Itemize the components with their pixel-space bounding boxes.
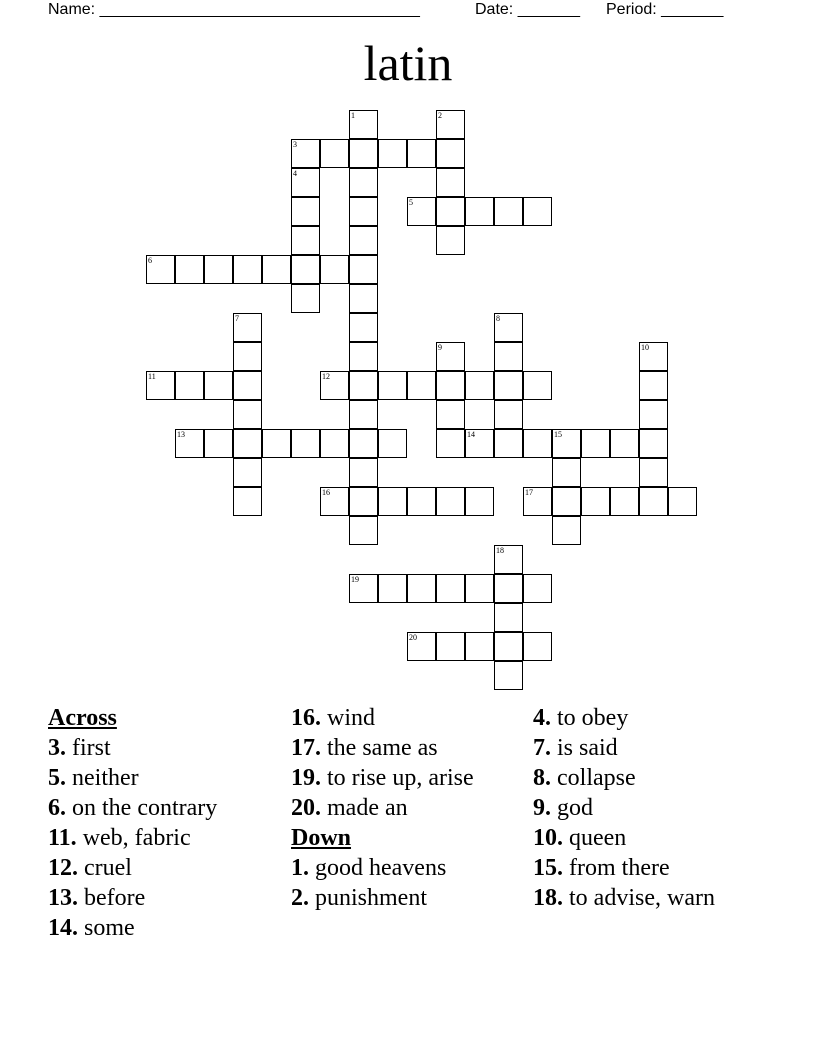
cell-number: 1	[351, 111, 355, 120]
across-clue	[48, 853, 283, 883]
grid-cell[interactable]	[349, 168, 378, 197]
grid-cell[interactable]	[233, 255, 262, 284]
grid-cell[interactable]	[581, 429, 610, 458]
grid-cell[interactable]	[436, 487, 465, 516]
clue-number: 20.	[291, 795, 321, 821]
grid-cell[interactable]	[639, 458, 668, 487]
date-field-label: Date: _______	[475, 1, 580, 18]
period-field-label: Period: _______	[606, 1, 724, 18]
clue-text: cruel	[84, 855, 132, 881]
clue-text: punishment	[315, 885, 427, 911]
clue-text: neither	[72, 765, 139, 791]
grid-cell[interactable]	[465, 574, 494, 603]
grid-cell[interactable]	[146, 371, 175, 400]
cell-number: 19	[351, 575, 359, 584]
grid-cell[interactable]	[349, 429, 378, 458]
grid-cell[interactable]	[436, 429, 465, 458]
grid-cell[interactable]	[436, 371, 465, 400]
grid-cell[interactable]	[320, 139, 349, 168]
cell-number: 4	[293, 169, 297, 178]
grid-cell[interactable]	[291, 429, 320, 458]
grid-cell[interactable]	[494, 603, 523, 632]
grid-cell[interactable]	[320, 255, 349, 284]
down-clue	[533, 733, 773, 763]
grid-cell[interactable]	[494, 661, 523, 690]
grid-cell[interactable]	[494, 545, 523, 574]
across-clue	[48, 793, 283, 823]
grid-cell[interactable]	[639, 371, 668, 400]
grid-cell[interactable]	[494, 313, 523, 342]
across-clue	[48, 883, 283, 913]
grid-cell[interactable]	[175, 371, 204, 400]
clue-number: 3.	[48, 735, 66, 761]
across-clue	[291, 763, 526, 793]
clue-text: queen	[569, 825, 627, 851]
grid-cell[interactable]	[407, 574, 436, 603]
grid-cell[interactable]	[581, 487, 610, 516]
grid-cell[interactable]	[233, 371, 262, 400]
grid-cell[interactable]	[436, 197, 465, 226]
clue-text: on the contrary	[72, 795, 218, 821]
clue-number: 16.	[291, 705, 321, 731]
cell-number: 5	[409, 198, 413, 207]
clue-number: 11.	[48, 825, 77, 851]
down-clue	[291, 883, 526, 913]
across-clue	[48, 823, 283, 853]
grid-cell[interactable]	[494, 197, 523, 226]
down-clue	[533, 793, 773, 823]
grid-cell[interactable]	[523, 574, 552, 603]
cell-number: 20	[409, 633, 417, 642]
down-heading: Down	[291, 825, 352, 851]
clue-number: 12.	[48, 855, 78, 881]
clue-number: 18.	[533, 885, 563, 911]
clue-number: 1.	[291, 855, 309, 881]
cell-number: 3	[293, 140, 297, 149]
grid-cell[interactable]	[465, 429, 494, 458]
grid-cell[interactable]	[407, 197, 436, 226]
clue-number: 19.	[291, 765, 321, 791]
cell-number: 18	[496, 546, 504, 555]
across-clue	[48, 913, 283, 943]
grid-cell[interactable]	[523, 197, 552, 226]
grid-cell[interactable]	[465, 632, 494, 661]
grid-cell[interactable]	[233, 458, 262, 487]
grid-cell[interactable]	[146, 255, 175, 284]
grid-cell[interactable]	[639, 342, 668, 371]
grid-cell[interactable]	[436, 226, 465, 255]
grid-cell[interactable]	[349, 284, 378, 313]
clue-number: 17.	[291, 735, 321, 761]
grid-cell[interactable]	[523, 371, 552, 400]
grid-cell[interactable]	[320, 371, 349, 400]
grid-cell[interactable]	[523, 429, 552, 458]
clue-text: is said	[557, 735, 618, 761]
grid-cell[interactable]	[233, 429, 262, 458]
grid-cell[interactable]	[349, 342, 378, 371]
clue-text: good heavens	[315, 855, 447, 881]
down-clue	[533, 883, 773, 913]
clue-text: to obey	[557, 705, 629, 731]
cell-number: 2	[438, 111, 442, 120]
clue-number: 8.	[533, 765, 551, 791]
clue-number: 2.	[291, 885, 309, 911]
grid-cell[interactable]	[349, 139, 378, 168]
grid-cell[interactable]	[465, 487, 494, 516]
grid-cell[interactable]	[494, 342, 523, 371]
across-clue	[291, 793, 526, 823]
grid-cell[interactable]	[639, 429, 668, 458]
cell-number: 14	[467, 430, 475, 439]
grid-cell[interactable]	[407, 371, 436, 400]
grid-cell[interactable]	[291, 255, 320, 284]
clues-column-2	[291, 703, 526, 913]
cell-number: 16	[322, 488, 330, 497]
grid-cell[interactable]	[523, 487, 552, 516]
grid-cell[interactable]	[639, 400, 668, 429]
cell-number: 7	[235, 314, 239, 323]
grid-cell[interactable]	[494, 400, 523, 429]
grid-cell[interactable]	[349, 400, 378, 429]
cell-number: 15	[554, 430, 562, 439]
down-clue	[291, 853, 526, 883]
grid-cell[interactable]	[291, 139, 320, 168]
grid-cell[interactable]	[494, 632, 523, 661]
grid-cell[interactable]	[262, 429, 291, 458]
clue-number: 7.	[533, 735, 551, 761]
grid-cell[interactable]	[378, 371, 407, 400]
grid-cell[interactable]	[291, 226, 320, 255]
grid-cell[interactable]	[349, 516, 378, 545]
clue-text: collapse	[557, 765, 636, 791]
grid-cell[interactable]	[291, 168, 320, 197]
grid-cell[interactable]	[552, 487, 581, 516]
across-heading: Across	[48, 705, 117, 731]
clue-number: 13.	[48, 885, 78, 911]
grid-cell[interactable]	[552, 516, 581, 545]
grid-cell[interactable]	[204, 255, 233, 284]
grid-cell[interactable]	[291, 284, 320, 313]
grid-cell[interactable]	[175, 429, 204, 458]
grid-cell[interactable]	[349, 458, 378, 487]
grid-cell[interactable]	[349, 313, 378, 342]
grid-cell[interactable]	[262, 255, 291, 284]
grid-cell[interactable]	[349, 197, 378, 226]
clue-text: web, fabric	[82, 825, 191, 851]
down-clue	[533, 703, 773, 733]
grid-cell[interactable]	[436, 400, 465, 429]
cell-number: 9	[438, 343, 442, 352]
across-clue	[291, 733, 526, 763]
clue-text: made an	[327, 795, 408, 821]
grid-cell[interactable]	[204, 429, 233, 458]
clues-column-1	[48, 703, 283, 943]
clue-text: the same as	[327, 735, 438, 761]
down-clue	[533, 823, 773, 853]
grid-cell[interactable]	[494, 429, 523, 458]
cell-number: 11	[148, 372, 156, 381]
grid-cell[interactable]	[436, 139, 465, 168]
grid-cell[interactable]	[494, 574, 523, 603]
cell-number: 6	[148, 256, 152, 265]
grid-cell[interactable]	[552, 429, 581, 458]
cell-number: 13	[177, 430, 185, 439]
grid-cell[interactable]	[407, 487, 436, 516]
cell-number: 12	[322, 372, 330, 381]
grid-cell[interactable]	[610, 487, 639, 516]
grid-cell[interactable]	[349, 255, 378, 284]
grid-cell[interactable]	[349, 574, 378, 603]
grid-cell[interactable]	[407, 139, 436, 168]
grid-cell[interactable]	[378, 574, 407, 603]
grid-cell[interactable]	[552, 458, 581, 487]
grid-cell[interactable]	[291, 197, 320, 226]
clue-text: some	[84, 915, 135, 941]
grid-cell[interactable]	[378, 139, 407, 168]
grid-cell[interactable]	[639, 487, 668, 516]
grid-cell[interactable]	[523, 632, 552, 661]
grid-cell[interactable]	[233, 487, 262, 516]
grid-cell[interactable]	[233, 342, 262, 371]
cell-number: 10	[641, 343, 649, 352]
across-clue	[48, 733, 283, 763]
grid-cell[interactable]	[320, 429, 349, 458]
grid-cell[interactable]	[407, 632, 436, 661]
grid-cell[interactable]	[436, 632, 465, 661]
grid-cell[interactable]	[436, 574, 465, 603]
page-title: latin	[363, 35, 453, 91]
grid-cell[interactable]	[436, 168, 465, 197]
clue-number: 6.	[48, 795, 66, 821]
clue-number: 10.	[533, 825, 563, 851]
cell-number: 8	[496, 314, 500, 323]
clue-text: god	[557, 795, 593, 821]
clue-number: 5.	[48, 765, 66, 791]
down-clue	[533, 853, 773, 883]
grid-cell[interactable]	[436, 110, 465, 139]
clues-column-3	[533, 703, 773, 913]
across-clue	[291, 703, 526, 733]
grid-cell[interactable]	[378, 429, 407, 458]
clue-text: to rise up, arise	[327, 765, 474, 791]
clue-text: wind	[327, 705, 375, 731]
down-clue	[533, 763, 773, 793]
grid-cell[interactable]	[378, 487, 407, 516]
grid-cell[interactable]	[320, 487, 349, 516]
grid-cell[interactable]	[233, 400, 262, 429]
name-field-label: Name: ____________________________________	[48, 1, 420, 18]
grid-cell[interactable]	[465, 371, 494, 400]
cell-number: 17	[525, 488, 533, 497]
clue-text: from there	[569, 855, 670, 881]
clue-text: before	[84, 885, 146, 911]
grid-cell[interactable]	[233, 313, 262, 342]
clue-text: to advise, warn	[569, 885, 715, 911]
grid-cell[interactable]	[349, 110, 378, 139]
grid-cell[interactable]	[494, 371, 523, 400]
clue-number: 14.	[48, 915, 78, 941]
grid-cell[interactable]	[349, 487, 378, 516]
clue-number: 9.	[533, 795, 551, 821]
grid-cell[interactable]	[465, 197, 494, 226]
clue-number: 4.	[533, 705, 551, 731]
grid-cell[interactable]	[175, 255, 204, 284]
grid-cell[interactable]	[668, 487, 697, 516]
grid-cell[interactable]	[610, 429, 639, 458]
clue-text: first	[72, 735, 111, 761]
grid-cell[interactable]	[204, 371, 233, 400]
grid-cell[interactable]	[349, 226, 378, 255]
grid-cell[interactable]	[436, 342, 465, 371]
clue-number: 15.	[533, 855, 563, 881]
grid-cell[interactable]	[349, 371, 378, 400]
across-clue	[48, 763, 283, 793]
